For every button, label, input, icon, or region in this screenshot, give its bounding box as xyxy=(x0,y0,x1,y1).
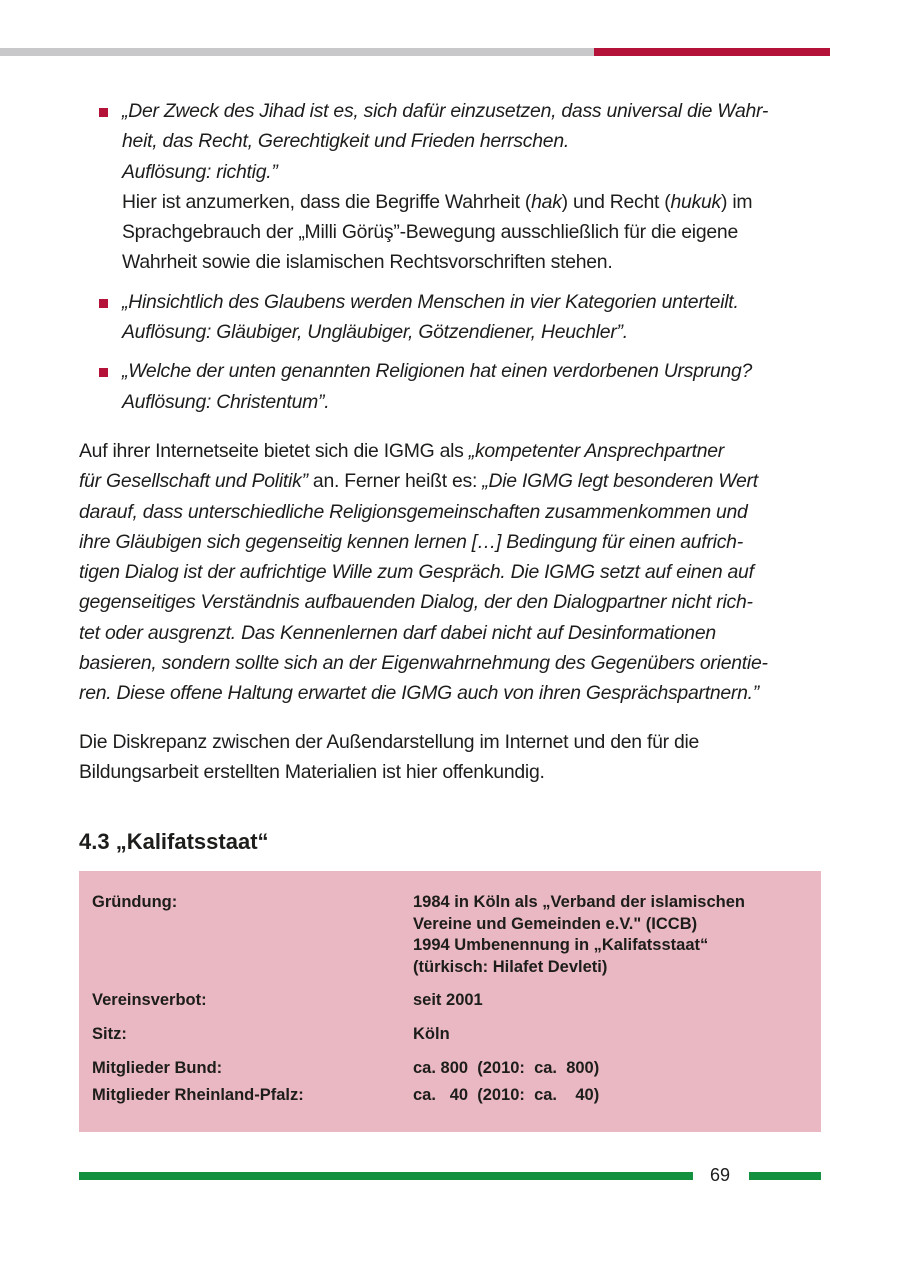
text-line: Wahrheit sowie die islamischen Rechtsvorschriften stehen. xyxy=(122,251,613,274)
text-line: tigen Dialog ist der aufrichtige Wille zum Gespräch. Die IGMG setzt auf einen auf xyxy=(79,561,754,584)
footer-rule-left xyxy=(79,1172,693,1180)
organization-fact-box xyxy=(79,871,821,1132)
discrepancy-paragraph xyxy=(79,727,829,788)
text-line: gegenseitiges Verständnis aufbauenden Dialog, der den Dialogpartner nicht rich- xyxy=(79,591,753,614)
text-line: Auf ihrer Internetseite bietet sich die IGMG als „kompetenter Ansprechpartner xyxy=(79,440,725,462)
fact-label: Gründung: xyxy=(92,893,178,911)
text-line: Auflösung: richtig.” xyxy=(122,160,278,183)
text-line: ihre Gläubigen sich gegenseitig kennen lernen […] Bedingung für einen aufrich- xyxy=(79,530,743,553)
text-line: Auflösung: Gläubiger, Ungläubiger, Götzendiener, Heuchler”. xyxy=(122,321,628,344)
fact-label: Sitz: xyxy=(92,1025,127,1043)
fact-label: Mitglieder Bund: xyxy=(92,1059,223,1077)
fact-label: Mitglieder Rheinland-Pfalz: xyxy=(92,1086,304,1104)
fact-value: ca. 800 (2010: ca. 800) xyxy=(413,1059,600,1077)
text-line: Hier ist anzumerken, dass die Begriffe Wahrheit (hak) und Recht (hukuk) im xyxy=(122,190,753,213)
fact-value: seit 2001 xyxy=(413,991,483,1009)
text-line: Auflösung: Christentum”. xyxy=(122,390,330,413)
text-line: darauf, dass unterschiedliche Religionsgemeinschaften zusammenkommen und xyxy=(79,500,748,523)
text-line: Die Diskrepanz zwischen der Außendarstellung im Internet und den für die xyxy=(79,731,700,753)
text-line: „Hinsichtlich des Glaubens werden Menschen in vier Kategorien unterteilt. xyxy=(122,290,739,313)
text-line: Bildungsarbeit erstellten Materialien ist hier offenkundig. xyxy=(79,761,545,784)
bullet-item xyxy=(97,356,827,417)
text-line: „Welche der unten genannten Religionen hat einen verdorbenen Ursprung? xyxy=(122,360,753,383)
bullet-square-icon xyxy=(99,368,108,377)
text-line: ren. Diese offene Haltung erwartet die IGMG auch von ihren Gesprächspartnern.” xyxy=(79,682,759,705)
igmg-quote-paragraph xyxy=(79,436,829,709)
text-line: Sprachgebrauch der „Milli Görüş”-Bewegung ausschließlich für die eigene xyxy=(122,221,738,244)
fact-value: ca. 40 (2010: ca. 40) xyxy=(413,1086,600,1104)
header-rule-red xyxy=(594,48,830,56)
text-line: „Der Zweck des Jihad ist es, sich dafür einzusetzen, dass universal die Wahr- xyxy=(122,100,769,122)
bullet-list xyxy=(97,96,827,426)
page-number: 69 xyxy=(709,1165,731,1185)
fact-value: 1984 in Köln als „Verband der islamischen Vereine und Gemeinden e.V." (ICCB) 1994 Umbenennung in „Kalifatsstaat“ (türkisch: Hilafet Devleti) xyxy=(413,893,745,976)
text-line: für Gesellschaft und Politik” an. Ferner heißt es: „Die IGMG legt besonderen Wert xyxy=(79,470,758,493)
header-rule-grey xyxy=(0,48,594,56)
text-line: tet oder ausgrenzt. Das Kennenlernen darf dabei nicht auf Desinformationen xyxy=(79,621,716,644)
bullet-item xyxy=(97,287,827,348)
bullet-item xyxy=(97,96,827,278)
footer-rule-right xyxy=(749,1172,821,1180)
bullet-square-icon xyxy=(99,299,108,308)
section-heading: 4.3 „Kalifatsstaat“ xyxy=(79,829,269,854)
fact-label: Vereinsverbot: xyxy=(92,991,207,1009)
text-line: heit, das Recht, Gerechtigkeit und Frieden herrschen. xyxy=(122,130,569,153)
fact-value: Köln xyxy=(413,1025,450,1043)
text-line: basieren, sondern sollte sich an der Eigenwahrnehmung des Gegenübers orientie- xyxy=(79,652,768,675)
bullet-square-icon xyxy=(99,108,108,117)
